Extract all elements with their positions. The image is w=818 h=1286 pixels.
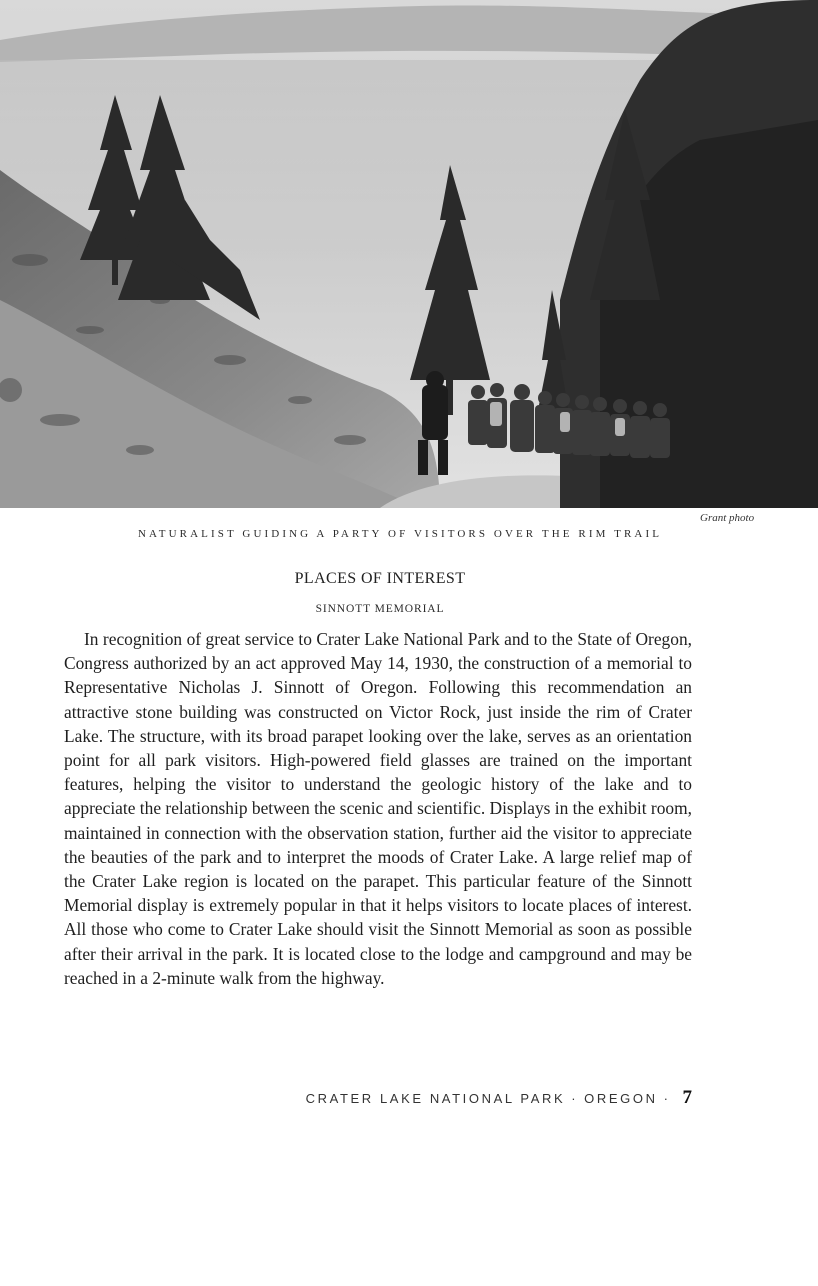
footer-park-name: CRATER LAKE NATIONAL PARK (305, 1091, 566, 1106)
section-title: PLACES OF INTEREST (294, 570, 466, 587)
body-paragraph: In recognition of great service to Crater Lake National Park and to the State of Oregon, Congress authorized by an act approved May 14, 1930, the construction of a memorial to Representative Nicholas J. Sinnott of Oregon. Following this recommendation an attractive stone building was constructed on Victor Rock, just inside the rim of Crater Lake. The structure, with its broad parapet looking over the lake, serves as an orientation point for all park visitors. High-powered field glasses are trained on the important features, helping the visitor to understand the geologic history of the lake and to appreciate the relationship between the scenic and scientific. Displays in the exhibit room, maintained in connection with the observation station, further aid the visitor to appreciate the beauties of the park and to interpret the moods of Crater Lake. A large relief map of the Crater Lake region is located on the parapet. This particular feature of the Sinnott Memorial display is extremely popular in that it helps visitors to locate places of interest. All those who come to Crater Lake should visit the Sinnott Memorial as soon as possible after their arrival in the park. It is located close to the lodge and campground and may be reached in a 2-minute walk from the highway. (64, 629, 692, 988)
photo-caption: NATURALIST GUIDING A PARTY OF VISITORS OVER THE RIM TRAIL (137, 528, 663, 540)
footer-state: OREGON (584, 1091, 658, 1106)
footer-separator: · (571, 1091, 579, 1106)
page-number: 7 (682, 1087, 692, 1108)
photograph-icon (0, 0, 818, 508)
footer-separator-2: · (663, 1091, 671, 1106)
rim-trail-photograph (0, 0, 818, 508)
section-subtitle: SINNOTT MEMORIAL (315, 603, 445, 615)
photo-credit: Grant photo (700, 512, 755, 524)
page-footer (0, 1087, 692, 1109)
